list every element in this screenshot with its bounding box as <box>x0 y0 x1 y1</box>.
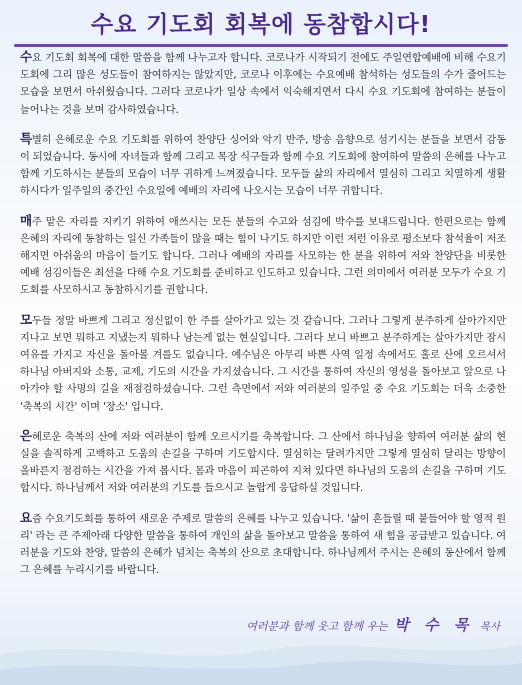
paragraph-initial: 모 <box>20 311 32 327</box>
article-title: 수요 기도회 회복에 동참합시다! <box>90 12 432 38</box>
author-signature <box>246 614 500 635</box>
paragraph-3 <box>20 212 506 300</box>
author-name: 박 수 목 <box>394 616 474 634</box>
paragraph-4 <box>20 311 506 416</box>
paragraph-text: 주 맡은 자리를 지키기 위하여 애쓰시는 모든 분들의 수고와 섬김에 박수를 보내드립니다. 한편으로는 함께 은혜의 자리에 동참하는 일신 가족들이 많을 때는 힘이 나기도 하지만 이런 저런 이유로 평소보다 참석율이 저조해지면 아쉬움의 마음이 들기도 합니다. 그러나 예배의 자리를 사모하는 한 분을 위하여 저와 찬양단을 비롯한 예배 섬김이들은 최선을 다해 수요 기도회를 준비하고 인도하고 있습니다. 그런 의미에서 여러분 모두가 수요 기도회를 사모하시고 동참하시기를 권합니다. <box>20 216 506 297</box>
paragraph-initial: 수 <box>20 49 32 64</box>
paragraph-text: 혜로운 축복의 산에 저와 여러분이 함께 오르시기를 축복합니다. 그 산에서 하나님을 향하여 여러분 삶의 현실을 솔직하게 고백하고 도움의 손길을 구하며 기도합시다. 열심히는 달려가지만 그렇게 열심히 달리는 방향이 올바른지 점검하는 시간을 가져 봅시다. 몸과 마음이 피곤하여 지쳐 있다면 하나님의 도움의 손길을 구하며 기도합시다. 하나님께서 저와 여러분의 기도를 들으시고 놀랍게 응답하실 것입니다. <box>20 431 506 495</box>
column-article <box>6 4 516 679</box>
paragraph-6 <box>20 509 506 580</box>
paragraph-text: 별히 은혜로운 수요 기도회를 위하여 찬양단 싱어와 악기 반주, 방송 음향으로 섬기시는 분들을 보면서 감동이 되었습니다. 동시에 자녀들과 함께 그리고 목장 식구들과 함께 수요 기도회에 참여하여 말씀의 은혜를 나누고 함께 기도하시는 분들의 모습이 너무 귀하게 느껴졌습니다. 모두들 삶의 자리에서 열심히 그리고 치열하게 생활하시다가 일주일의 중간인 수요일에 예배의 자리에 나오시는 모습이 너무 귀합니다. <box>20 134 506 198</box>
paragraph-text: 요 기도회 회복에 대한 말씀을 함께 나누고자 합니다. 코로나가 시작되기 전에도 주일연합예배에 비해 수요기도회에 그리 많은 성도들이 참여하지는 않았지만, 코로나 이후에는 수요예배 참석하는 성도들의 수가 줄어드는 모습을 보면서 아쉬웠습니다. 그러다 코로나가 일상 속에서 익숙해지면서 다시 수요 기도회에 참여하는 분들이 늘어나는 것을 보며 감사하였습니다. <box>20 53 506 116</box>
paragraph-text: 두들 정말 바쁘게 그리고 정신없이 한 주를 살아가고 있는 것 같습니다. 그러나 그렇게 분주하게 살아가지만 지나고 보면 뭐하고 지냈는지 뭐하나 남는게 없는 현실입니다. 그러다 보니 바쁘고 분주하게는 살아가지만 잠시 여유를 가지고 자신을 돌아볼 겨를도 없습니다. 예수님은 아무리 바쁜 사역 일정 속에서도 홀로 산에 오르셔서 하나님 아버지와 소통, 교제, 기도의 시간을 가지셨습니다. 그 시간을 통하여 자신의 영성을 돌아보고 앞으로 나아가야 할 사명의 길을 재점검하셨습니다. 그런 측면에서 저와 여러분의 일주일 중 수요 기도회는 더욱 소중한 '축복의 시간' 이며 '장소' 입니다. <box>20 315 506 413</box>
paragraph-initial: 은 <box>20 427 32 443</box>
paragraph-1 <box>20 48 506 119</box>
paragraph-initial: 특 <box>20 130 32 146</box>
title-divider <box>14 44 508 47</box>
paragraph-initial: 매 <box>20 212 32 228</box>
article-body <box>20 48 506 590</box>
paragraph-text: 즘 수요기도회를 통하여 새로운 주제로 말씀의 은혜를 나누고 있습니다. '삶이 흔들릴 때 붙들어야 할 영적 원리' 라는 큰 주제아래 다양한 말씀을 통하여 개인의 삶을 돌아보고 말씀을 통하여 새 힘을 공급받고 있습니다. 여러분을 기도와 찬양, 말씀의 은혜가 넘치는 축복의 산으로 초대합니다. 하나님께서 주시는 은혜의 동산에서 함께 그 은혜를 누리시기를 바랍니다. <box>20 513 506 577</box>
signature-prefix: 여러분과 함께 웃고 함께 우는 <box>246 620 388 633</box>
author-role: 목사 <box>479 621 500 633</box>
paragraph-2 <box>20 130 506 201</box>
paragraph-5 <box>20 427 506 498</box>
paragraph-initial: 요 <box>20 509 32 525</box>
